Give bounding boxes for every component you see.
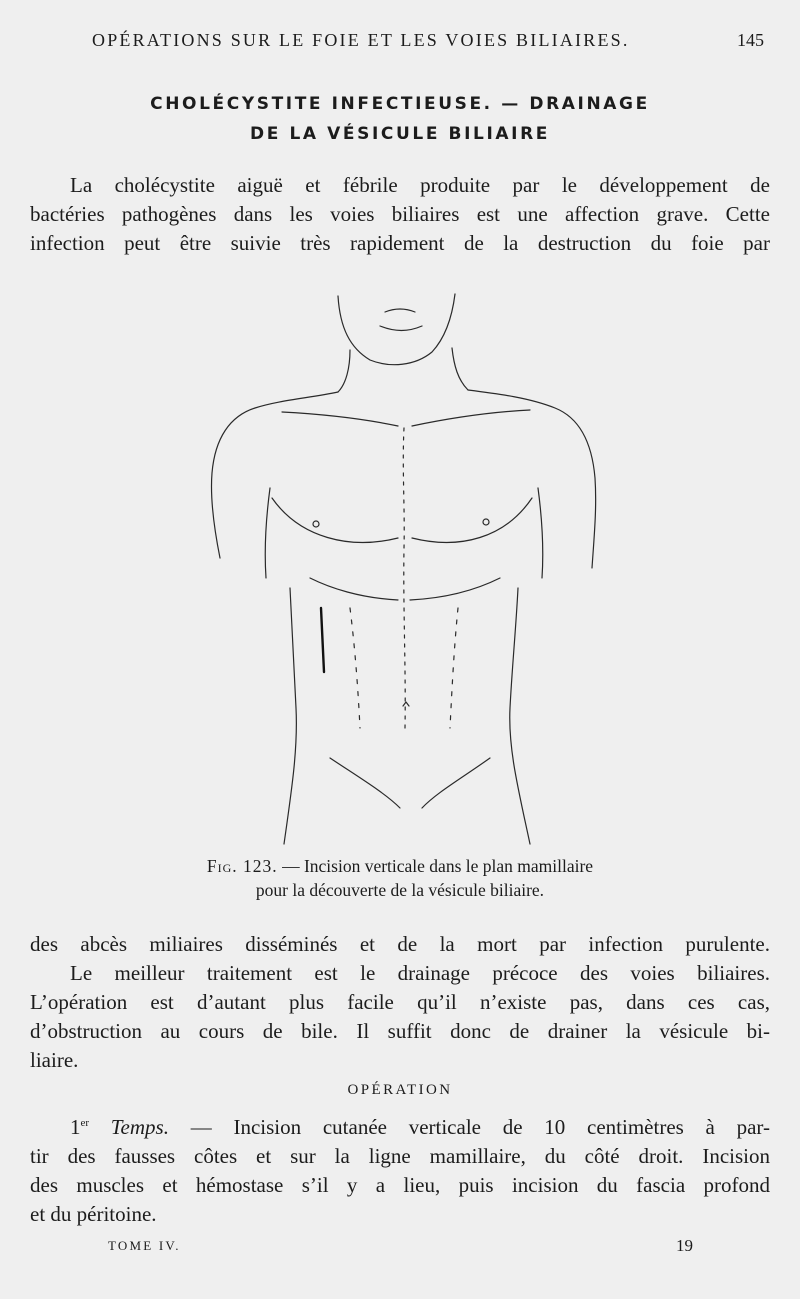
nose-mark	[385, 309, 415, 312]
figure-label: Fig. 123.	[206, 856, 278, 876]
step-word: Temps.	[110, 1115, 169, 1139]
chin-outline	[338, 294, 455, 365]
figure-caption-line-1	[0, 856, 800, 877]
text-line: tir des fausses côtes et sur la ligne mamillaire, du côté droit. Incision	[30, 1144, 770, 1168]
running-header	[0, 30, 800, 54]
section-title-line-2: DE LA VÉSICULE BILIAIRE	[250, 124, 550, 144]
shoulder-left	[211, 392, 338, 558]
arm-right-inner	[538, 488, 543, 578]
anatomical-figure	[200, 288, 610, 848]
neck-right	[452, 348, 468, 390]
arm-left-inner	[265, 488, 270, 578]
step-number: 1	[70, 1115, 81, 1139]
torso-illustration	[200, 288, 610, 848]
costal-left	[310, 578, 398, 600]
text-line: des muscles et hémostase s’il y a lieu, puis incision du fascia profond	[30, 1173, 770, 1197]
clavicle-right	[412, 410, 530, 426]
signature-mark: 19	[676, 1236, 693, 1255]
groin-right	[422, 758, 490, 808]
neck-left	[338, 350, 350, 392]
clavicle-left	[282, 412, 398, 426]
text-line: et du péritoine.	[30, 1202, 157, 1226]
step-first-line	[30, 1113, 770, 1142]
shoulder-right	[468, 390, 596, 568]
operation-paragraph	[30, 1113, 770, 1229]
mouth-mark	[380, 326, 422, 331]
tome-label: TOME IV.	[108, 1238, 181, 1253]
groin-left	[330, 758, 400, 808]
pectoral-right	[412, 498, 532, 542]
operation-heading: OPÉRATION	[347, 1082, 453, 1098]
text-line: Le meilleur traitement est le drainage précoce des voies biliaires.	[70, 961, 770, 985]
figure-caption-line-2: pour la découverte de la vésicule biliaire.	[255, 880, 545, 900]
caption-text: — Incision verticale dans le plan mamillaire	[282, 856, 594, 876]
text-line: d’obstruction au cours de bile. Il suffit donc de drainer la vésicule bi-	[30, 1019, 770, 1043]
pectoral-left	[272, 498, 398, 542]
text-line: bactéries pathogènes dans les voies biliaires est une affection grave. Cette	[30, 202, 770, 226]
text-line: L’opération est d’autant plus facile qu’il n’existe pas, dans ces cas,	[30, 990, 770, 1014]
text-line: infection peut être suivie très rapidement de la destruction du foie par	[30, 231, 770, 255]
text-line: liaire.	[30, 1048, 79, 1072]
midline	[403, 428, 405, 728]
step-sup: er	[80, 1117, 90, 1129]
navel-mark	[403, 702, 409, 706]
intro-paragraph	[30, 171, 770, 258]
text-line: La cholécystite aiguë et fébrile produite par le développement de	[70, 173, 770, 197]
incision-mark	[321, 608, 324, 672]
page-footer	[0, 1236, 800, 1258]
nipple-right	[483, 519, 489, 525]
section-title-line-1: CHOLÉCYSTITE INFECTIEUSE. — DRAINAGE	[150, 94, 650, 114]
step-text: — Incision cutanée verticale de 10 centimètres à par-	[168, 1115, 771, 1139]
text-line: des abcès miliaires disséminés et de la mort par infection purulente.	[30, 932, 770, 956]
running-title: OPÉRATIONS SUR LE FOIE ET LES VOIES BILIAIRES.	[92, 30, 630, 50]
nipple-left	[313, 521, 319, 527]
abdomen-line-right	[450, 608, 458, 728]
abdomen-line-left	[350, 608, 360, 728]
flank-left	[284, 588, 296, 844]
page-number: 145	[737, 30, 764, 50]
continuation-paragraph	[30, 930, 770, 1075]
flank-right	[510, 588, 530, 844]
costal-right	[410, 578, 500, 600]
